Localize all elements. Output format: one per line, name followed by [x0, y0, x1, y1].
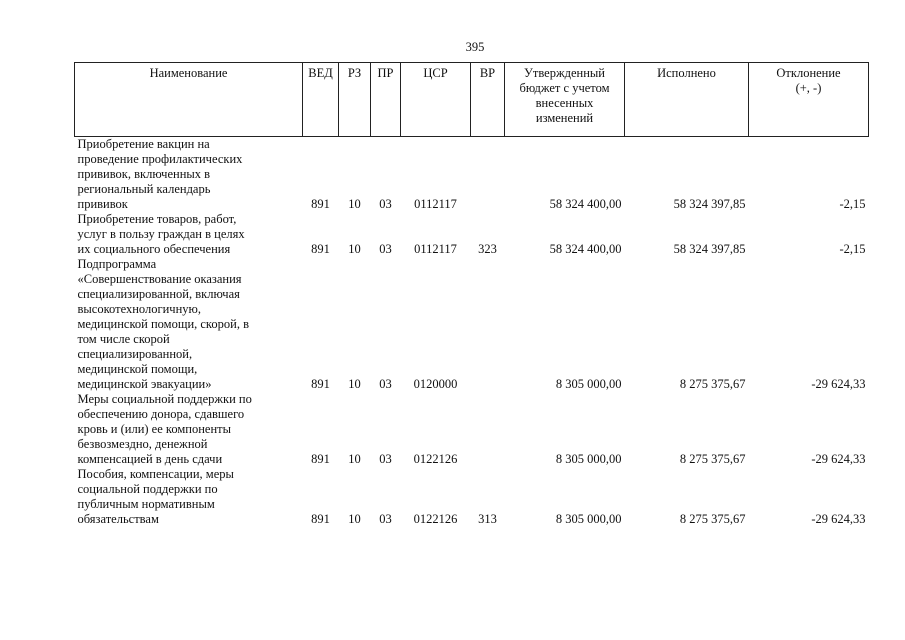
page-number: 395: [465, 40, 485, 54]
row-executed: 58 324 397,85: [673, 197, 746, 211]
row-name-line: медицинской эвакуации»: [77, 377, 212, 391]
row-pr: 03: [379, 512, 392, 526]
row-ved: 891: [311, 452, 330, 466]
header-deviation-line: (+, -): [795, 81, 822, 95]
row-executed: 58 324 397,85: [673, 242, 746, 256]
row-name-line: региональный календарь: [77, 182, 211, 196]
row-executed: 8 275 375,67: [679, 377, 746, 391]
row-pr: 03: [379, 242, 392, 256]
header-pr: ПР: [371, 63, 401, 137]
row-csr: 0112117: [414, 197, 457, 211]
row-name: [75, 137, 303, 213]
row-ved: 891: [311, 377, 330, 391]
table-row: [75, 257, 869, 392]
header-deviation: [749, 63, 869, 137]
row-vr: [471, 137, 505, 213]
row-name-line: кровь и (или) ее компоненты: [77, 422, 231, 436]
row-vr: 323: [478, 242, 497, 256]
row-csr: 0120000: [413, 377, 458, 391]
row-name-line: компенсацией в день сдачи: [77, 452, 223, 466]
row-pr: 03: [379, 197, 392, 211]
row-name-line: Пособия, компенсации, меры: [77, 467, 234, 481]
row-rz: 10: [348, 512, 361, 526]
row-name-line: Подпрограмма: [77, 257, 157, 271]
row-ved: 891: [311, 197, 330, 211]
header-approved-line: изменений: [535, 111, 594, 125]
header-name: Наименование: [75, 63, 303, 137]
header-approved-line: внесенных: [535, 96, 594, 110]
row-rz: 10: [348, 452, 361, 466]
row-name: [75, 257, 303, 392]
row-name-line: специализированной,: [77, 347, 193, 361]
header-approved: [505, 63, 625, 137]
row-approved: 58 324 400,00: [549, 197, 622, 211]
row-name-line: обеспечению донора, сдавшего: [77, 407, 245, 421]
row-pr: 03: [379, 452, 392, 466]
header-ved: ВЕД: [303, 63, 339, 137]
row-name-line: том числе скорой: [77, 332, 170, 346]
row-rz: 10: [348, 242, 361, 256]
row-executed: 8 275 375,67: [679, 452, 746, 466]
row-name-line: Приобретение товаров, работ,: [77, 212, 237, 226]
row-name-line: Приобретение вакцин на: [77, 137, 210, 151]
row-ved: 891: [311, 512, 330, 526]
row-approved: 8 305 000,00: [555, 452, 622, 466]
row-name-line: медицинской помощи,: [77, 362, 198, 376]
row-deviation: -2,15: [839, 197, 866, 211]
row-name-line: медицинской помощи, скорой, в: [77, 317, 249, 331]
row-csr: 0112117: [414, 242, 457, 256]
header-deviation-line: Отклонение: [776, 66, 841, 80]
row-approved: 58 324 400,00: [549, 242, 622, 256]
table-row: [75, 137, 869, 213]
row-name-line: прививок: [77, 197, 128, 211]
row-name-line: проведение профилактических: [77, 152, 243, 166]
row-name-line: «Совершенствование оказания: [77, 272, 242, 286]
table-row: [75, 212, 869, 257]
table-header-row: [75, 63, 869, 137]
header-csr: ЦСР: [401, 63, 471, 137]
row-deviation: -29 624,33: [811, 452, 866, 466]
header-vr: ВР: [471, 63, 505, 137]
row-name: [75, 392, 303, 467]
row-deviation: -2,15: [839, 242, 866, 256]
header-approved-line: бюджет с учетом: [519, 81, 610, 95]
row-name-line: безвозмездно, денежной: [77, 437, 208, 451]
row-ved: 891: [311, 242, 330, 256]
row-name-line: социальной поддержки по: [77, 482, 218, 496]
row-name-line: услуг в пользу граждан в целях: [77, 227, 245, 241]
table-row: [75, 392, 869, 467]
row-name-line: обязательствам: [77, 512, 159, 526]
row-pr: 03: [379, 377, 392, 391]
header-executed: Исполнено: [625, 63, 749, 137]
row-vr: 313: [478, 512, 497, 526]
header-rz: РЗ: [339, 63, 371, 137]
row-executed: 8 275 375,67: [679, 512, 746, 526]
row-csr: 0122126: [413, 452, 458, 466]
row-name: [75, 212, 303, 257]
row-name-line: Меры социальной поддержки по: [77, 392, 252, 406]
row-rz: 10: [348, 377, 361, 391]
row-name-line: публичным нормативным: [77, 497, 215, 511]
row-name-line: высокотехнологичную,: [77, 302, 201, 316]
header-approved-line: Утвержденный: [524, 66, 605, 80]
row-approved: 8 305 000,00: [555, 377, 622, 391]
budget-table: [74, 62, 869, 527]
row-csr: 0122126: [413, 512, 458, 526]
row-deviation: -29 624,33: [811, 377, 866, 391]
row-name: [75, 467, 303, 527]
row-vr: [471, 257, 505, 392]
row-name-line: прививок, включенных в: [77, 167, 211, 181]
row-vr: [471, 392, 505, 467]
row-name-line: их социального обеспечения: [77, 242, 231, 256]
row-approved: 8 305 000,00: [555, 512, 622, 526]
table-row: [75, 467, 869, 527]
row-name-line: специализированной, включая: [77, 287, 240, 301]
row-rz: 10: [348, 197, 361, 211]
row-deviation: -29 624,33: [811, 512, 866, 526]
